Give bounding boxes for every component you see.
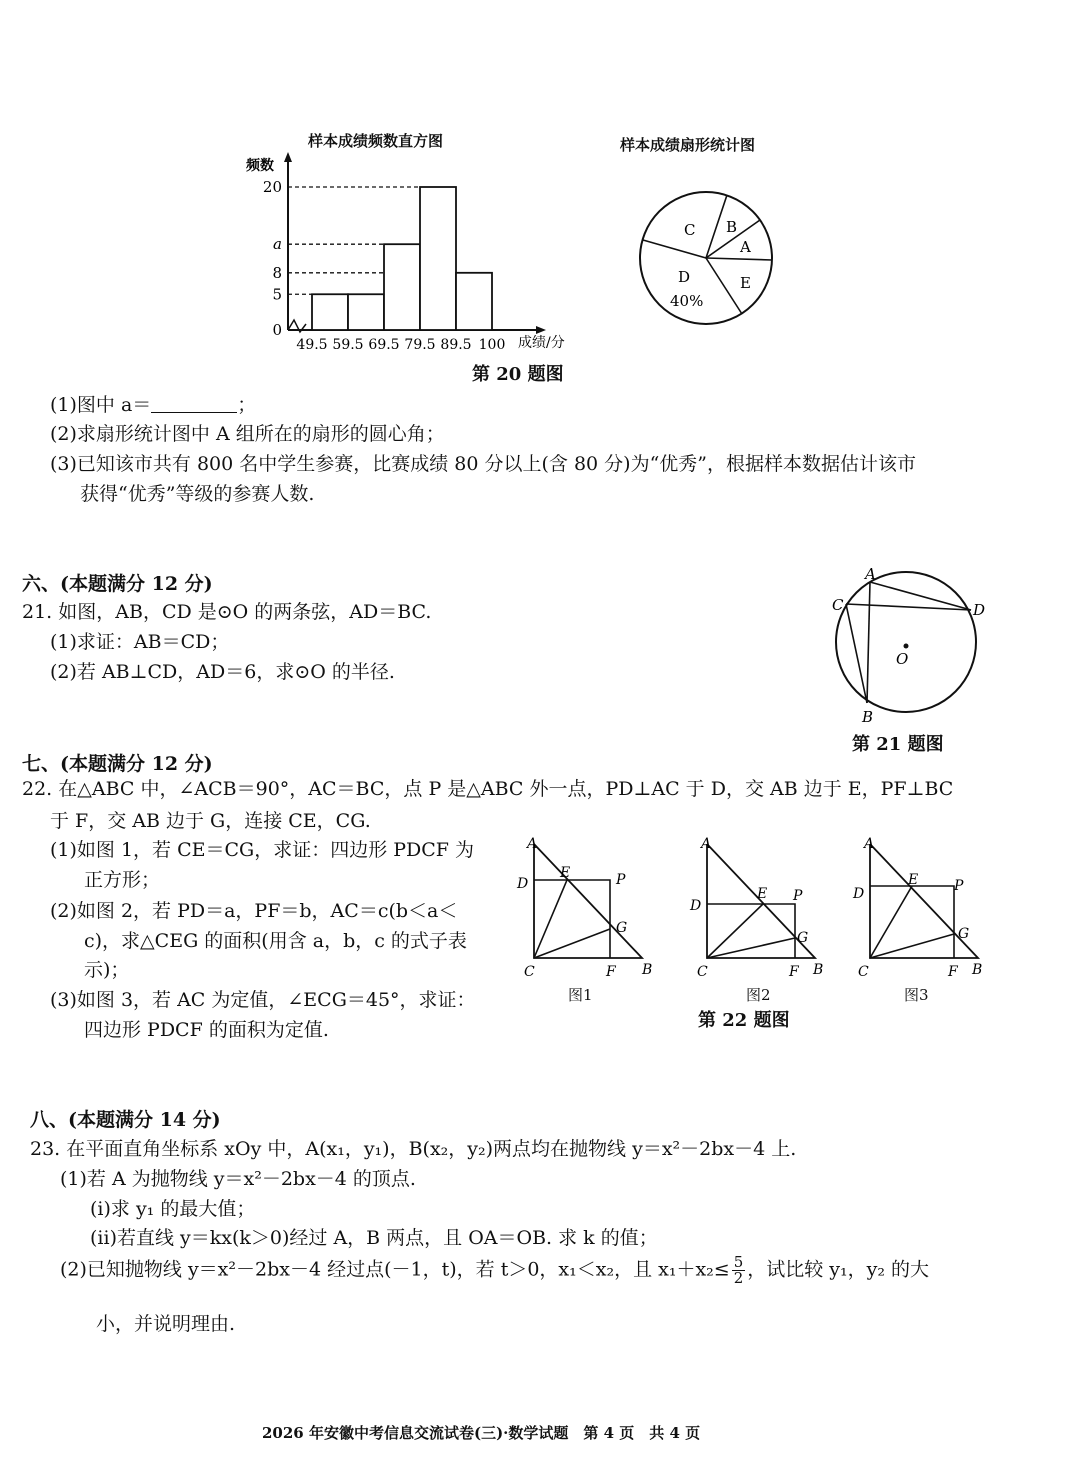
fig-label: C (524, 964, 535, 980)
histogram-bar (384, 244, 420, 330)
histogram-bar (348, 294, 384, 330)
q22-part2-line3: 示)； (84, 959, 130, 981)
triangle-abc (534, 844, 642, 958)
chord-ab (867, 582, 870, 703)
q20-part1 (50, 393, 256, 417)
fraction-numerator: 5 (733, 1253, 744, 1271)
pie-sector-label: C (684, 221, 696, 239)
fig-label: A (701, 836, 712, 852)
pie-chart-title: 样本成绩扇形统计图 (620, 136, 756, 154)
q22-stem-line2: 于 F，交 AB 边于 G，连接 CE，CG. (50, 810, 371, 832)
answer-blank (151, 394, 237, 413)
q23-part1-ii: (ii)若直线 y＝kx(k＞0)经过 A，B 两点，且 OA＝OB. 求 k 的值； (90, 1227, 658, 1249)
fig-label: D (517, 876, 529, 892)
x-axis-arrow (536, 326, 546, 334)
pie-sector-label: 40% (670, 292, 704, 310)
fraction-denominator: 2 (733, 1269, 744, 1287)
fig-label: B (813, 962, 824, 978)
q23-part1-i: (i)求 y₁ 的最大值； (90, 1198, 256, 1220)
q21-caption: 第 21 题图 (852, 734, 944, 755)
histogram-y-tick: 8 (272, 263, 282, 282)
segment-ce (707, 904, 763, 958)
q22-part2-line1: (2)如图 2，若 PD＝a，PF＝b，AC＝c(b＜a＜ (50, 900, 458, 922)
x-axis-label: 成绩/分 (518, 335, 565, 351)
fig-label: F (948, 964, 958, 980)
fig-label: A (527, 836, 538, 852)
q22-part3-line2: 四边形 PDCF 的面积为定值. (84, 1019, 329, 1041)
histogram-y-tick: 5 (272, 285, 282, 304)
fig-label: E (560, 865, 571, 881)
q23-part2-post: ，试比较 y₁，y₂ 的大 (747, 1258, 930, 1281)
q22-figure-1 (512, 836, 662, 986)
page-footer: 2026 年安徽中考信息交流试卷(三)·数学试题 第 4 页 共 4 页 (262, 1424, 701, 1442)
fig-label: G (616, 920, 628, 936)
q22-caption: 第 22 题图 (698, 1010, 790, 1031)
q20-part3-line2: 获得“优秀”等级的参赛人数. (80, 483, 315, 505)
q22-figure-3 (848, 834, 998, 986)
q21-part2: (2)若 AB⊥CD，AD＝6，求⊙O 的半径. (50, 661, 395, 683)
pie-sector-label: D (678, 268, 691, 286)
histogram-y-tick: a (273, 235, 282, 254)
q22-part1-line2: 正方形； (84, 869, 161, 891)
fig-label: D (853, 886, 865, 902)
q20-part2: (2)求扇形统计图中 A 组所在的扇形的圆心角； (50, 423, 445, 445)
segment-cg (534, 929, 610, 958)
rect-pdcf (707, 904, 795, 958)
y-axis-label: 频数 (246, 158, 274, 174)
q23-part2-line2: 小，并说明理由. (96, 1313, 236, 1335)
center-point (904, 644, 909, 649)
q23-part2-pre: (2)已知抛物线 y＝x²－2bx－4 经过点(－1，t)，若 t＞0，x₁＜x₂，且 x₁＋x₂≤ (60, 1258, 730, 1281)
fig-label: B (972, 962, 983, 978)
fraction (732, 1255, 746, 1286)
histogram-title: 样本成绩频数直方图 (308, 132, 444, 150)
fig-label: P (616, 872, 626, 888)
q22-part1-line1: (1)如图 1，若 CE＝CG，求证：四边形 PDCF 为 (50, 839, 475, 861)
histogram-bar (420, 187, 456, 330)
q20-caption: 第 20 题图 (472, 364, 564, 385)
pie-sector-label: A (740, 238, 751, 256)
histogram-bar (312, 294, 348, 330)
q21-stem: 21. 如图，AB，CD 是⊙O 的两条弦，AD＝BC. (22, 601, 432, 623)
fig-label: P (954, 878, 964, 894)
fig-label: G (797, 930, 809, 946)
histogram-y-tick: 20 (262, 178, 282, 196)
q22-figure-2 (685, 834, 835, 986)
fig-label: F (606, 964, 616, 980)
pie-chart (630, 190, 780, 330)
q20-part1-text: (1)图中 a＝ (50, 394, 152, 416)
q20-part3-line1: (3)已知该市共有 800 名中学生参赛，比赛成绩 80 分以上(含 80 分)为“优秀”，根据样本数据估计该市 (50, 453, 917, 475)
q23-part1: (1)若 A 为抛物线 y＝x²－2bx－4 的顶点. (60, 1168, 416, 1190)
histogram-x-tick: 69.5 (368, 337, 400, 353)
fig-label: C (697, 964, 708, 980)
pie-sector-label: E (740, 274, 751, 292)
q20-part1-end: ； (237, 394, 257, 416)
fig-label: O (896, 650, 909, 668)
figure-1-label: 图1 (568, 986, 593, 1004)
section7-heading: 七、(本题满分 12 分) (22, 753, 213, 775)
fig-label: C (858, 964, 869, 980)
fig-label: A (865, 565, 876, 583)
histogram-x-tick: 89.5 (440, 337, 472, 353)
histogram-x-tick: 100 (478, 337, 506, 353)
figure-2-label: 图2 (746, 986, 771, 1004)
q22-part2-line2: c)，求△CEG 的面积(用含 a，b，c 的式子表 (84, 930, 467, 952)
histogram-x-tick: 49.5 (296, 337, 328, 353)
q23-part2-line1 (60, 1255, 929, 1286)
fig-label: C (832, 596, 844, 614)
fig-label: G (958, 926, 970, 942)
rect-pdcf (870, 886, 954, 958)
y-axis-arrow (284, 152, 292, 162)
q22-part3-line1: (3)如图 3，若 AC 为定值，∠ECG＝45°，求证： (50, 989, 476, 1011)
fig-label: P (793, 888, 803, 904)
fig-label: A (864, 836, 875, 852)
fig-label: B (642, 962, 653, 978)
histogram-x-tick: 79.5 (404, 337, 436, 353)
q23-stem: 23. 在平面直角坐标系 xOy 中，A(x₁，y₁)，B(x₂，y₂)两点均在抛物线 y＝x²－2bx－4 上. (30, 1138, 797, 1160)
histogram-y-tick: 0 (272, 321, 282, 339)
histogram-x-tick: 59.5 (332, 337, 364, 353)
fig-label: E (757, 886, 768, 902)
fig-label: F (789, 964, 799, 980)
segment-ce (534, 880, 567, 958)
fig-label: B (862, 708, 874, 726)
fig-label: E (908, 872, 919, 888)
histogram-bar (456, 273, 492, 330)
q21-circle-figure (820, 562, 1000, 732)
section6-heading: 六、(本题满分 12 分) (22, 573, 213, 595)
q22-stem-line1: 22. 在△ABC 中，∠ACB＝90°，AC＝BC，点 P 是△ABC 外一点，PD⊥AC 于 D，交 AB 边于 E，PF⊥BC (22, 778, 954, 800)
pie-sector-label: B (726, 218, 738, 236)
segment-bc (846, 604, 867, 703)
histogram-chart (240, 150, 600, 360)
square-pdcf (534, 880, 610, 958)
circle-o (836, 572, 976, 712)
figure-3-label: 图3 (904, 986, 929, 1004)
fig-label: D (973, 601, 986, 619)
section8-heading: 八、(本题满分 14 分) (30, 1109, 221, 1131)
q21-part1: (1)求证：AB＝CD； (50, 631, 230, 653)
fig-label: D (690, 898, 702, 914)
segment-cg (707, 938, 795, 958)
